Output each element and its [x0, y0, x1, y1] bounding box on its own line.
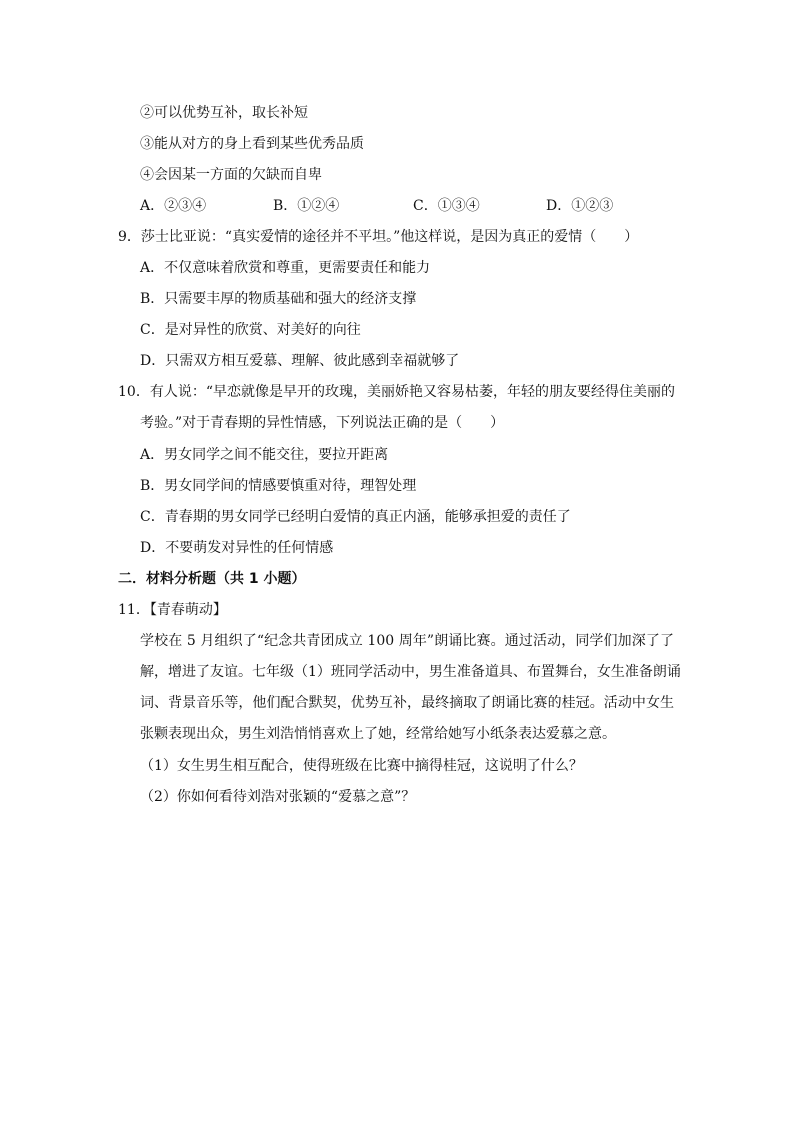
- q9-choice-c: C．是对异性的欣赏、对美好的向往: [140, 322, 361, 338]
- q10-choice-c: C．青春期的男女同学已经明白爱情的真正内涵，能够承担爱的责任了: [140, 509, 571, 525]
- q11-heading: 11．【青春萌动】: [118, 602, 227, 618]
- q11-material-line1: 学校在 5 月组织了“纪念共青团成立 100 周年”朗诵比赛。通过活动，同学们加深了了: [140, 633, 674, 649]
- q10-choice-a: A．男女同学之间不能交往，要拉开距离: [140, 447, 389, 463]
- q11-subquestion-2: （2）你如何看待刘浩对张颖的“爱慕之意”？: [140, 789, 416, 805]
- q8-choices: [140, 196, 660, 216]
- q11-material-line4: 张颗表现出众，男生刘浩悄悄喜欢上了她，经常给她写小纸条表达爱慕之意。: [140, 726, 616, 742]
- q8-option-2: ②可以优势互补，取长补短: [140, 105, 308, 121]
- q8-choice-d: D．①②③: [546, 198, 614, 214]
- section-title: 二．材料分析题（共 1 小题）: [118, 571, 306, 587]
- q11-material-line3: 词、背景音乐等，他们配合默契，优势互补，最终摘取了朗诵比赛的桂冠。活动中女生: [140, 695, 674, 711]
- q10-choice-b: B．男女同学间的情感要慎重对待，理智处理: [140, 478, 417, 494]
- q10-choice-d: D．不要萌发对异性的任何情感: [140, 540, 334, 556]
- q8-choice-b: B．①②④: [273, 198, 340, 214]
- q10-stem-line1: 10．有人说：“早恋就像是早开的玫瑰，美丽娇艳又容易枯萎，年轻的朋友要经得住美丽的: [118, 384, 675, 400]
- q10-stem-line2: 考验。”对于青春期的异性情感，下列说法正确的是（ ）: [140, 415, 505, 431]
- q9-stem: 9．莎士比亚说：“真实爱情的途径并不平坦。”他这样说，是因为真正的爱情（ ）: [118, 229, 639, 245]
- q9-choice-a: A．不仅意味着欣赏和尊重，更需要责任和能力: [140, 260, 431, 276]
- q9-choice-d: D．只需双方相互爱慕、理解、彼此感到幸福就够了: [140, 353, 460, 369]
- q8-option-4: ④会因某一方面的欠缺而自卑: [140, 167, 322, 183]
- q9-choice-b: B．只需要丰厚的物质基础和强大的经济支撑: [140, 291, 417, 307]
- q11-subquestion-1: （1）女生男生相互配合，使得班级在比赛中摘得桂冠，这说明了什么？: [140, 758, 583, 774]
- q8-option-3: ③能从对方的身上看到某些优秀品质: [140, 136, 364, 152]
- q11-material-line2: 解，增进了友谊。七年级（1）班同学活动中，男生准备道具、布置舞台，女生准备朗诵: [140, 664, 681, 680]
- q8-choice-c: C．①③④: [413, 198, 480, 214]
- q8-choice-a: A．②③④: [140, 198, 207, 214]
